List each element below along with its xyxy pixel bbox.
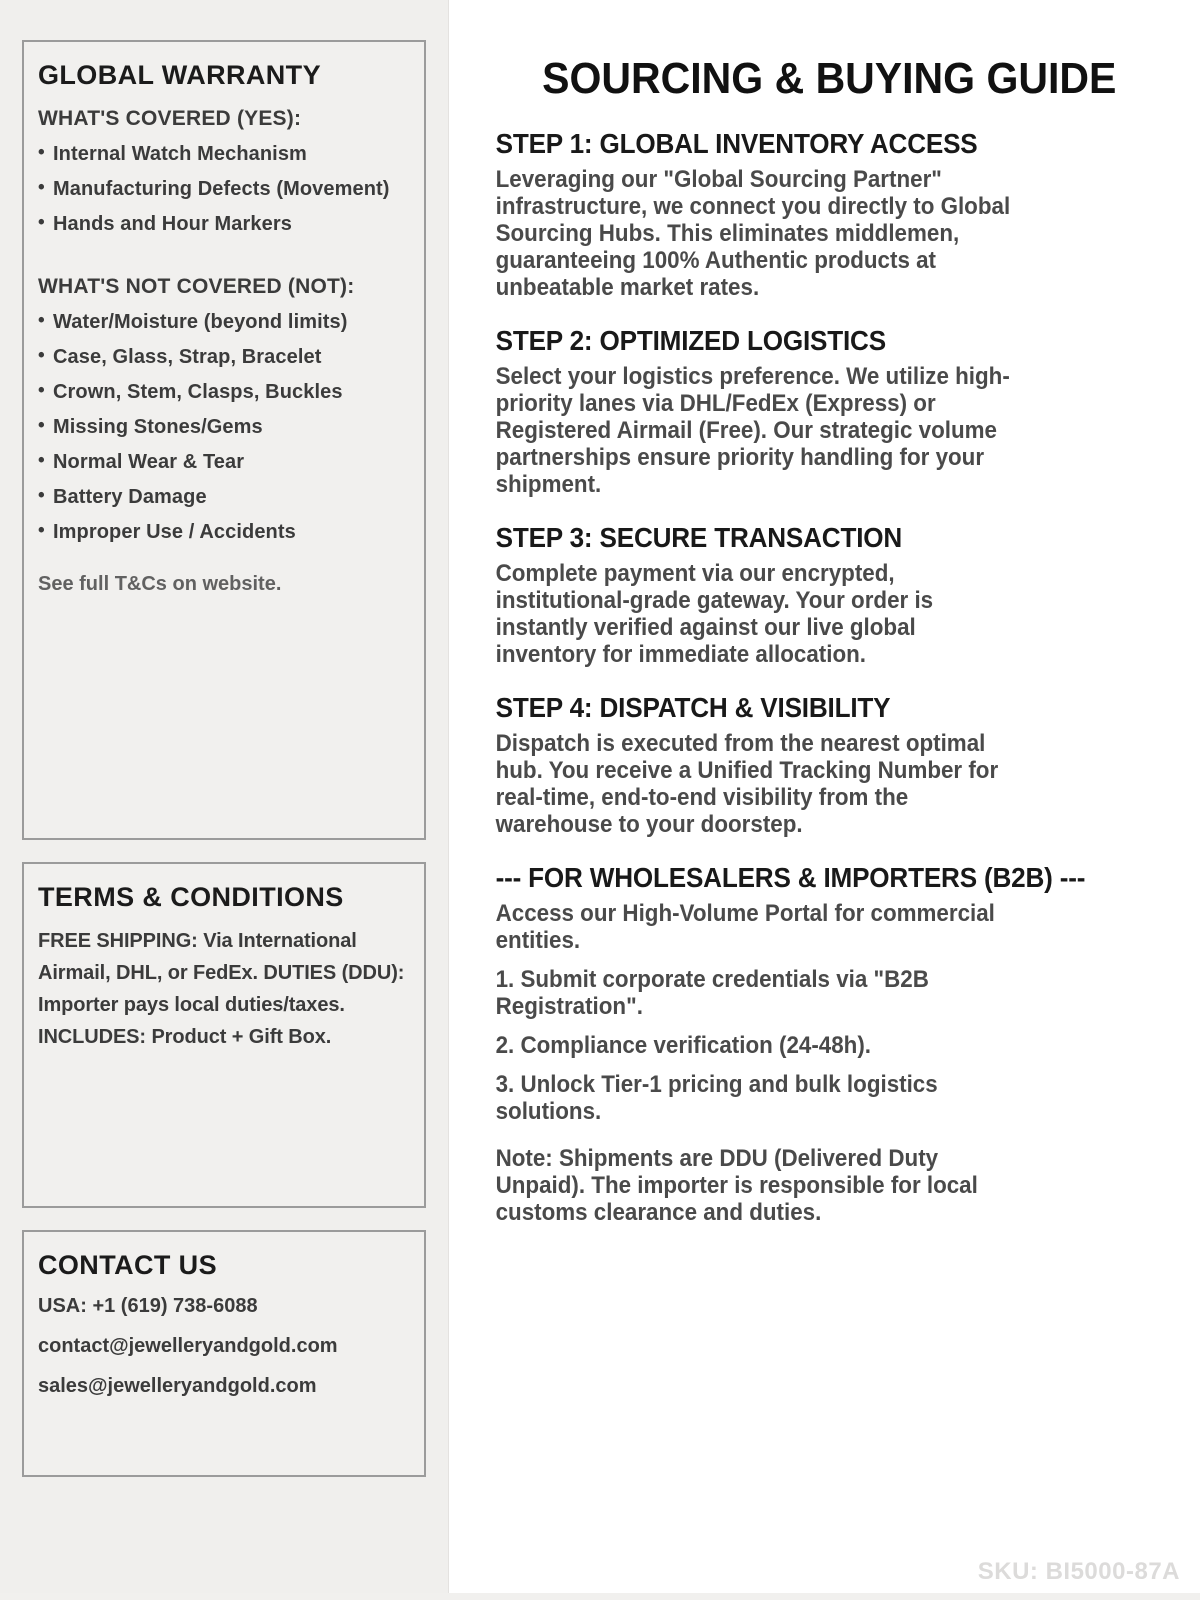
contact-sales-email: sales@jewelleryandgold.com [38,1375,317,1397]
contact-title: CONTACT US [38,1250,217,1280]
covered-list [38,143,410,235]
step-1-heading: STEP 1: GLOBAL INVENTORY ACCESS [495,128,978,159]
contact-us-box [22,1230,426,1477]
step-4-heading: STEP 4: DISPATCH & VISIBILITY [495,692,891,723]
step-4-body: Dispatch is executed from the nearest optimal hub. You receive a Unified Tracking Number for real-time, end-to-end visibility from the warehouse to your doorstep. [495,730,999,838]
list-item: • Normal Wear & Tear [38,451,410,473]
page-title: SOURCING & BUYING GUIDE [542,54,1117,103]
warranty-title: GLOBAL WARRANTY [38,60,321,90]
b2b-item-3: 3. Unlock Tier-1 pricing and bulk logistics solutions. [495,1071,938,1125]
step-2-heading: STEP 2: OPTIMIZED LOGISTICS [495,325,886,356]
b2b-note: Note: Shipments are DDU (Delivered Duty Unpaid). The importer is responsible for local customs clearance and duties. [495,1145,978,1226]
contact-phone: USA: +1 (619) 738-6088 [38,1295,258,1317]
b2b-intro: Access our High-Volume Portal for commercial entities. [495,900,995,954]
global-warranty-box [22,40,426,840]
step-1-section [496,128,1163,301]
b2b-heading: --- FOR WHOLESALERS & IMPORTERS (B2B) --- [495,862,1086,893]
terms-body: FREE SHIPPING: Via International Airmail, DHL, or FedEx. DUTIES (DDU): Importer pays local duties/taxes. INCLUDES: Product + Gift Box. [38,930,405,1048]
not-covered-list [38,311,410,543]
step-2-section [496,325,1163,498]
warranty-footnote: See full T&Cs on website. [38,573,282,595]
b2b-item-2: 2. Compliance verification (24-48h). [495,1032,872,1059]
contact-email: contact@jewelleryandgold.com [38,1335,338,1357]
list-item: • Case, Glass, Strap, Bracelet [38,346,410,368]
terms-conditions-box [22,862,426,1208]
b2b-section [496,862,1163,1226]
step-4-section [496,692,1163,838]
sku-label: SKU: BI5000-87A [977,1558,1180,1585]
list-item: • Missing Stones/Gems [38,416,410,438]
list-item: • Internal Watch Mechanism [38,143,410,165]
info-sidebar [0,0,449,1600]
step-3-body: Complete payment via our encrypted, institutional-grade gateway. Your order is instantly verified against our live global inventory for immediate allocation. [495,560,934,668]
not-covered-heading: WHAT'S NOT COVERED (NOT): [38,275,355,298]
guide-main-column [449,0,1200,1600]
list-item: • Manufacturing Defects (Movement) [38,178,410,200]
list-item: • Battery Damage [38,486,410,508]
list-item: • Improper Use / Accidents [38,521,410,543]
step-3-heading: STEP 3: SECURE TRANSACTION [495,522,903,553]
step-3-section [496,522,1163,668]
step-2-body: Select your logistics preference. We utilize high-priority lanes via DHL/FedEx (Express) or Registered Airmail (Free). Our strategic volume partnerships ensure priority handling for your shipment. [495,363,1010,498]
list-item: • Crown, Stem, Clasps, Buckles [38,381,410,403]
terms-title: TERMS & CONDITIONS [38,882,344,912]
b2b-item-1: 1. Submit corporate credentials via "B2B Registration". [495,966,929,1020]
list-item: • Water/Moisture (beyond limits) [38,311,410,333]
bottom-margin-strip [0,1593,1200,1600]
list-item: • Hands and Hour Markers [38,213,410,235]
covered-heading: WHAT'S COVERED (YES): [38,107,302,130]
step-1-body: Leveraging our "Global Sourcing Partner" infrastructure, we connect you directly to Global Sourcing Hubs. This eliminates middlemen, guaranteeing 100% Authentic products at unbeatable market rates. [495,166,1011,301]
